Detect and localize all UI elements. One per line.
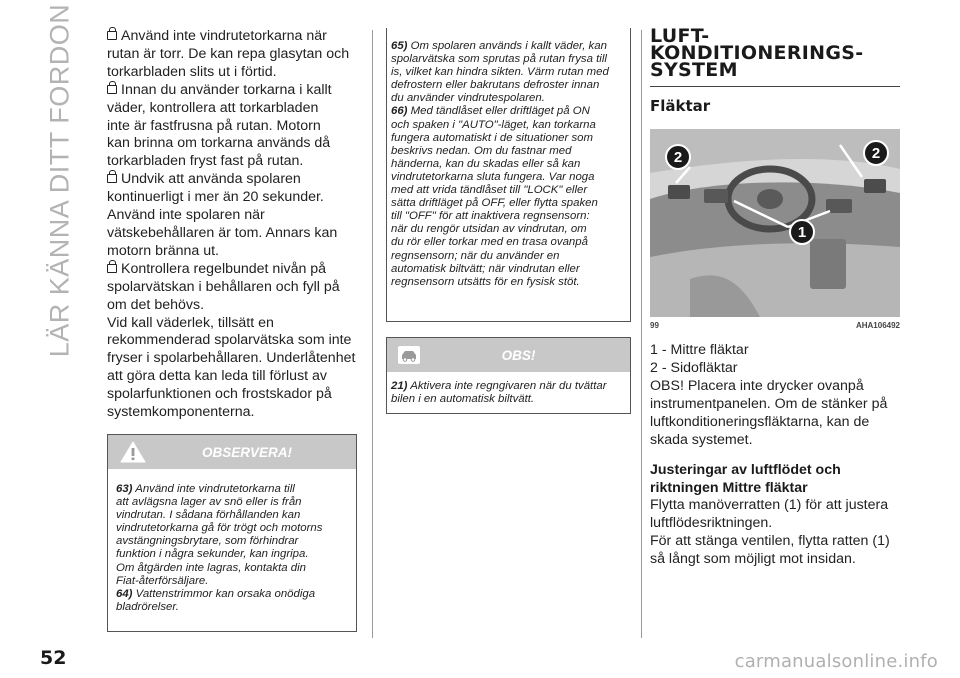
column-left xyxy=(107,28,357,422)
bullet-icon xyxy=(107,264,117,273)
notes-box xyxy=(386,28,631,322)
page-number: 52 xyxy=(40,647,67,669)
note-65: 65) Om spolaren används i kallt väder, kan spolarvätska som sprutas på rutan frysa till is, vilket kan hindra sikten. Värm rutan med defrostern eller bakrutans defroster innan du använder vindrutespolaren. 66) Med tändlåset eller driftläget på ON och spaken i "AUTO"-läget, kan torkarna fungera automatiskt i de situationer som beskrivs nedan. Om du fastnar med händerna, kan du skadas eller så kan vindrutetorkarna sluta fungera. Var noga med att vrida tändlåset till "LOCK" eller sätta driftläget på OFF, eller flytta spaken till "OFF" för att inaktivera regnsensorn: när du rengör utsidan av vindrutan, om du rör eller torkar med en trasa ovanpå regnsensorn; när du använder en automatisk biltvätt; när vindrutan eller regnsensorn utsätts för en fysisk stöt. xyxy=(391,40,609,288)
note-21: 21) Aktivera inte regngivaren när du tvättar bilen i en automatisk biltvätt. xyxy=(391,380,607,406)
warning-box xyxy=(107,434,357,632)
bullet-icon xyxy=(107,174,117,183)
figure-legend: 1 - Mittre fläktar 2 - Sidofläktar OBS! Placera inte drycker ovanpå instrumentpanelen. Om de stänker på luftkonditioneringsfläktarna, kan de skada systemet. xyxy=(650,342,888,448)
obs-title: OBS! xyxy=(501,348,536,363)
bullet-paragraph: Använd inte vindrutetorkarna när rutan är torr. De kan repa glasytan och torkarbladen slits ut i förtid. Innan du använder torkarna i kallt väder, kontrollera att torkarbladen inte är fastfrusna på rutan. Motorn kan brinna om torkarna används då torkarbladen fryst fast på rutan. Undvik att använda spolaren kontinuerligt i mer än 20 sekunder. Använd inte spolaren när vätskebehållaren är tom. Annars kan motorn bränna ut. Kontrollera regelbundet nivån på spolarvätskan i behållaren och fyll på om det behövs. Vid kall väderlek, tillsätt en rekommenderad spolarvätska som inte fryser i spolarbehållaren. Underlåtenhet att göra detta kan leda till förlust av spolarfunktionen och frostskador på systemkomponenterna. xyxy=(107,28,356,421)
callout-2-right: 2 xyxy=(871,145,881,162)
bullet-icon xyxy=(107,31,117,40)
callout-1: 1 xyxy=(797,224,807,241)
side-section-label xyxy=(30,3,90,357)
adjustment-text: Flytta manöverratten (1) för att justera luftflödesriktningen. För att stänga ventilen, flytta ratten (1) så långt som möjligt mot insidan. xyxy=(650,497,890,568)
column-right xyxy=(650,25,900,569)
adjustment-heading: Justeringar av luftflödet och riktningen Mittre fläktar xyxy=(650,462,841,497)
figure-caption xyxy=(650,321,900,330)
heading-rule xyxy=(650,86,900,87)
obs-box xyxy=(386,337,631,414)
dashboard-illustration xyxy=(650,129,900,317)
obs-header xyxy=(387,338,630,372)
side-section-label-text: LÄR KÄNNA DITT FORDON xyxy=(44,3,75,357)
warning-body xyxy=(108,469,356,614)
figure-number: 99 xyxy=(650,321,659,330)
column-divider xyxy=(641,30,642,638)
watermark: carmanualsonline.info xyxy=(734,651,938,672)
warning-title: OBSERVERA! xyxy=(201,445,292,460)
note-63: 63) Använd inte vindrutetorkarna till att avlägsna lager av snö eller is från vindrutan. I sådana förhållanden kan vindrutetorkarna gå för trögt och motorns avstängningsbrytare, som förhindrar funktion i några sekunder, kan ingripa. Om åtgärden inte lagras, kontakta din Fiat-återförsäljare. 64) Vattenstrimmor kan orsaka onödiga bladrörelser. xyxy=(116,483,323,613)
figure-code: AHA106492 xyxy=(855,321,900,330)
column-divider xyxy=(372,30,373,638)
dashboard-figure xyxy=(650,129,900,317)
subsection-heading: Fläktar xyxy=(650,97,711,115)
bullet-icon xyxy=(107,85,117,94)
warning-header xyxy=(108,435,356,469)
callout-2-left: 2 xyxy=(673,149,683,166)
section-heading: LUFT- KONDITIONERINGS- SYSTEM xyxy=(650,25,864,81)
